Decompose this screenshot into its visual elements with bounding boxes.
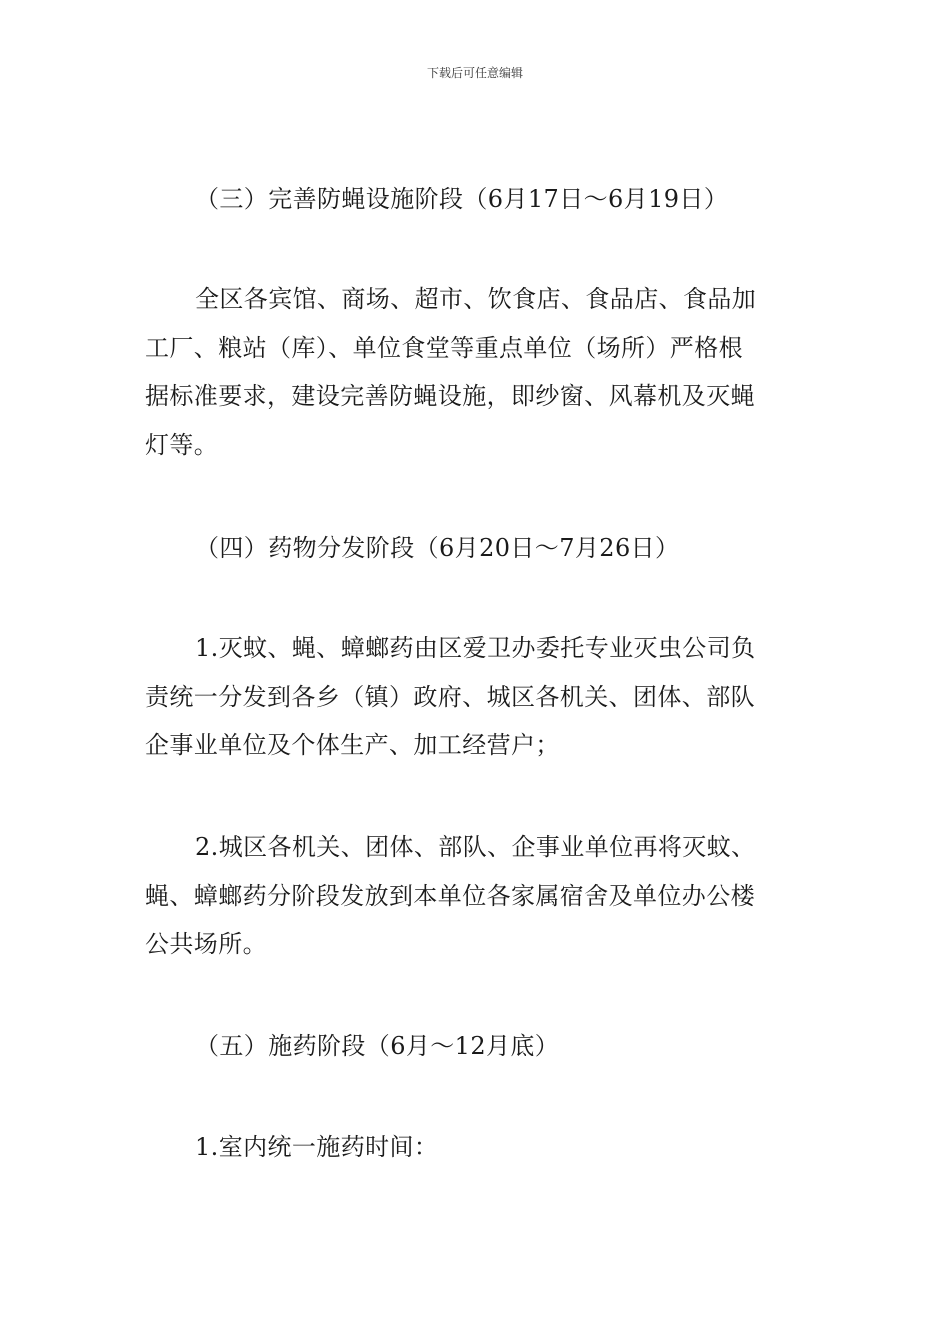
heading-text: （五）施药阶段（6月～12月底） [195,1032,560,1060]
paragraph-line: 2.城区各机关、团体、部队、企事业单位再将灭蚊、 [195,833,756,861]
section-4-item-2 [145,823,815,969]
section-4-item-1 [145,624,815,770]
paragraph-line: 全区各宾馆、商场、超市、饮食店、食品店、食品加 [195,285,757,313]
paragraph-line: 1.室内统一施药时间： [195,1133,439,1161]
paragraph-line: 责统一分发到各乡（镇）政府、城区各机关、团体、部队 [145,682,755,711]
header-note: 下载后可任意编辑 [426,66,523,80]
paragraph-line: 据标准要求，建设完善防蝇设施，即纱窗、风幕机及灭蝇 [145,382,755,410]
section-5-item-1 [145,1123,815,1172]
paragraph-line: 灯等。 [145,430,219,459]
section-3-paragraph [145,275,815,469]
heading-text: （三）完善防蝇设施阶段（6月17日～6月19日） [195,185,729,213]
section-5-heading [145,1022,815,1071]
paragraph-line: 蝇、蟑螂药分阶段发放到本单位各家属宿舍及单位办公楼 [145,881,755,910]
section-4-heading [145,524,815,573]
paragraph-line: 公共场所。 [145,930,267,958]
section-3-heading [145,175,815,224]
paragraph-line: 工厂、粮站（库）、单位食堂等重点单位（场所）严格根 [145,333,743,362]
paragraph-line: 企事业单位及个体生产、加工经营户； [145,731,560,759]
paragraph-line: 1.灭蚊、蝇、蟑螂药由区爱卫办委托专业灭虫公司负 [195,634,756,662]
heading-text: （四）药物分发阶段（6月20日～7月26日） [195,534,680,562]
